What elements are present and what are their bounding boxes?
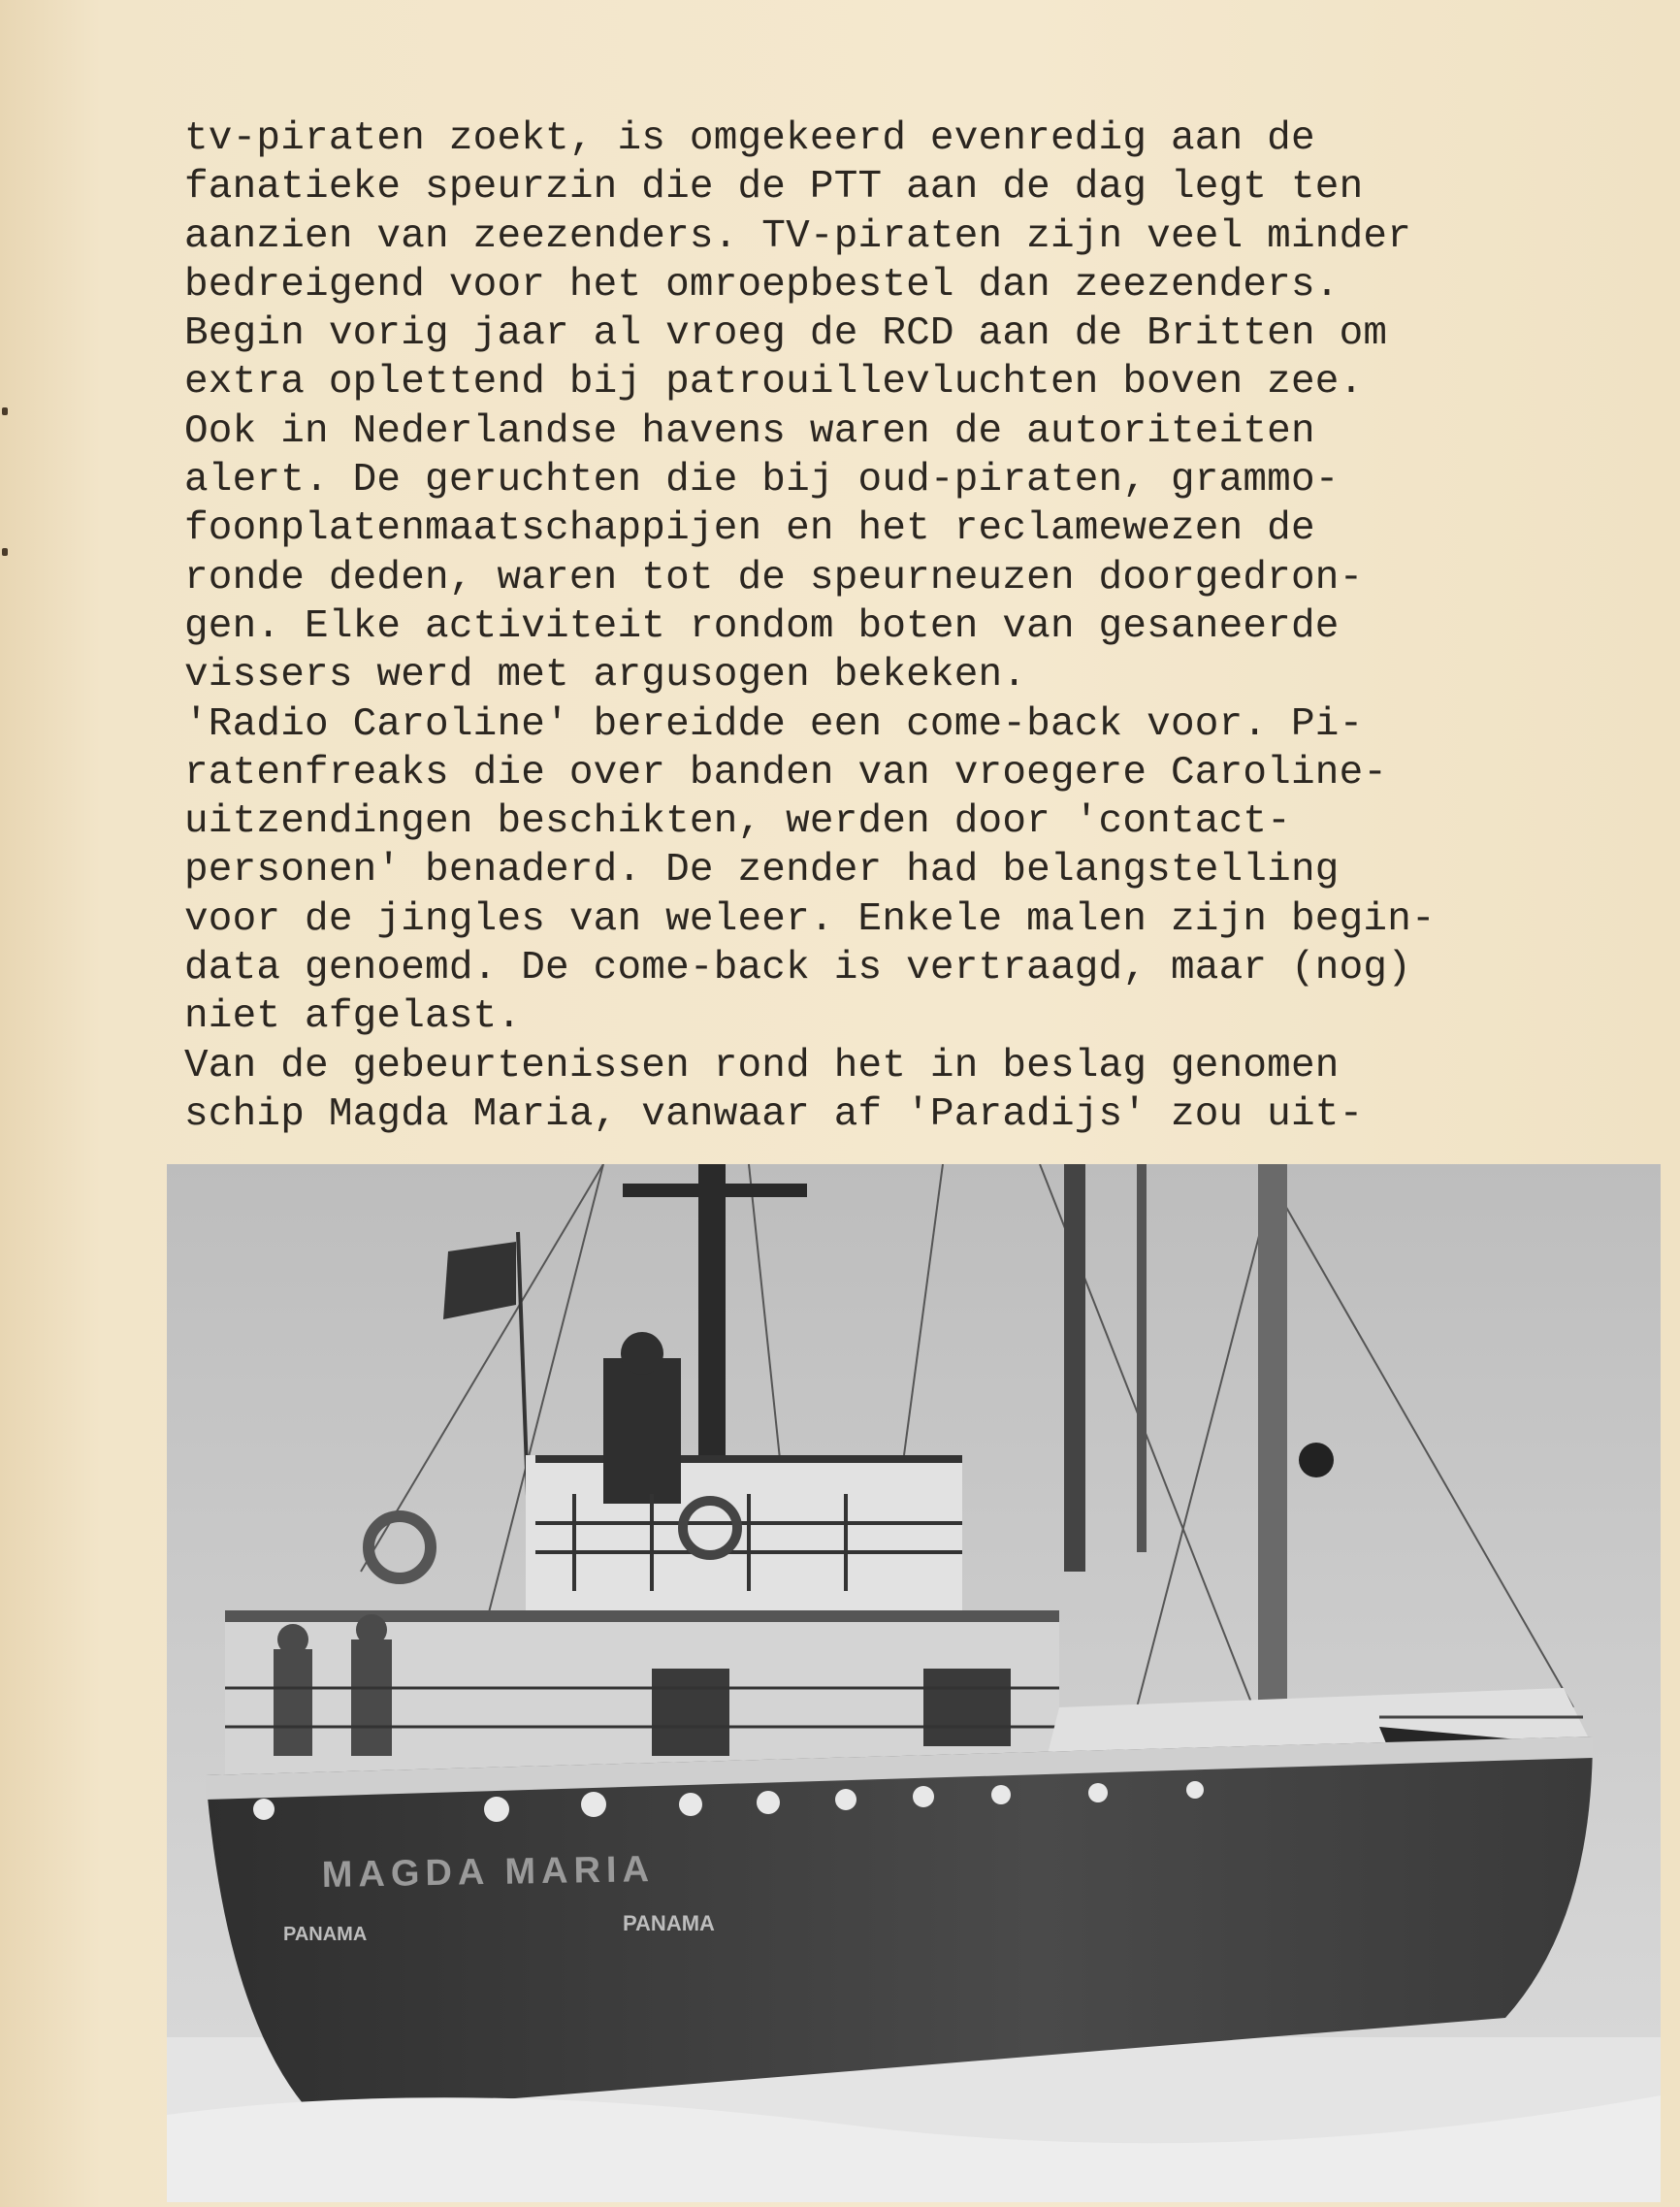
- text-line: gen. Elke activiteit rondom boten van gesaneerde: [184, 603, 1340, 649]
- bridge-rail: [535, 1455, 962, 1463]
- text-line: Begin vorig jaar al vroeg de RCD aan de Britten om: [184, 311, 1388, 357]
- text-line: schip Magda Maria, vanwaar af 'Paradijs' zou uit-: [184, 1091, 1364, 1137]
- text-line: Van de gebeurtenissen rond het in beslag genomen: [184, 1043, 1340, 1088]
- funnel-mast: [1064, 1164, 1085, 1572]
- mast-crossbar: [623, 1184, 807, 1197]
- text-line: extra oplettend bij patrouillevluchten boven zee.: [184, 360, 1364, 406]
- person-head: [621, 1332, 663, 1375]
- body-text: [184, 114, 1542, 1139]
- bridge-deck: [526, 1455, 962, 1620]
- text-line: personen' benaderd. De zender had belangstelling: [184, 848, 1340, 893]
- binding-mark: [2, 548, 8, 556]
- text-line: ratenfreaks die over banden van vroegere Caroline-: [184, 750, 1388, 795]
- text-line: alert. De geruchten die bij oud-piraten, grammo-: [184, 458, 1340, 503]
- deck-house-roof: [225, 1610, 1059, 1622]
- ship-photo: [167, 1164, 1661, 2202]
- text-line: tv-piraten zoekt, is omgekeerd evenredig aan de: [184, 116, 1315, 161]
- text-line: aanzien van zeezenders. TV-piraten zijn veel minder: [184, 213, 1412, 259]
- aux-mast: [1137, 1164, 1147, 1552]
- text-line: data genoemd. De come-back is vertraagd, maar (nog): [184, 946, 1412, 991]
- hull-port-left: PANAMA: [283, 1924, 368, 1945]
- text-line: 'Radio Caroline' bereidde een come-back voor. Pi-: [184, 701, 1364, 747]
- text-line: foonplatenmaatschappijen en het reclamewezen de: [184, 506, 1315, 552]
- text-line: bedreigend voor het omroepbestel dan zeezenders.: [184, 262, 1340, 308]
- text-line: Ook in Nederlandse havens waren de autoriteiten: [184, 408, 1315, 454]
- cabin-window: [923, 1669, 1011, 1746]
- fore-mast: [1258, 1164, 1287, 1727]
- person-silhouette: [603, 1358, 681, 1504]
- text-line: fanatieke speurzin die de PTT aan de dag legt ten: [184, 165, 1364, 211]
- hull-port-right: PANAMA: [623, 1911, 715, 1935]
- text-line: vissers werd met argusogen bekeken.: [184, 653, 1027, 698]
- cabin-door: [652, 1669, 729, 1756]
- hull-name: MAGDA MARIA: [321, 1849, 656, 1896]
- binding-mark: [2, 407, 8, 415]
- text-line: ronde deden, waren tot de speurneuzen doorgedron-: [184, 555, 1364, 600]
- mast-ball: [1299, 1443, 1334, 1477]
- text-line: niet afgelast.: [184, 994, 522, 1040]
- ship-photo-svg: [167, 1164, 1661, 2202]
- text-line: uitzendingen beschikten, werden door 'contact-: [184, 799, 1291, 845]
- text-line: voor de jingles van weleer. Enkele malen zijn begin-: [184, 896, 1436, 942]
